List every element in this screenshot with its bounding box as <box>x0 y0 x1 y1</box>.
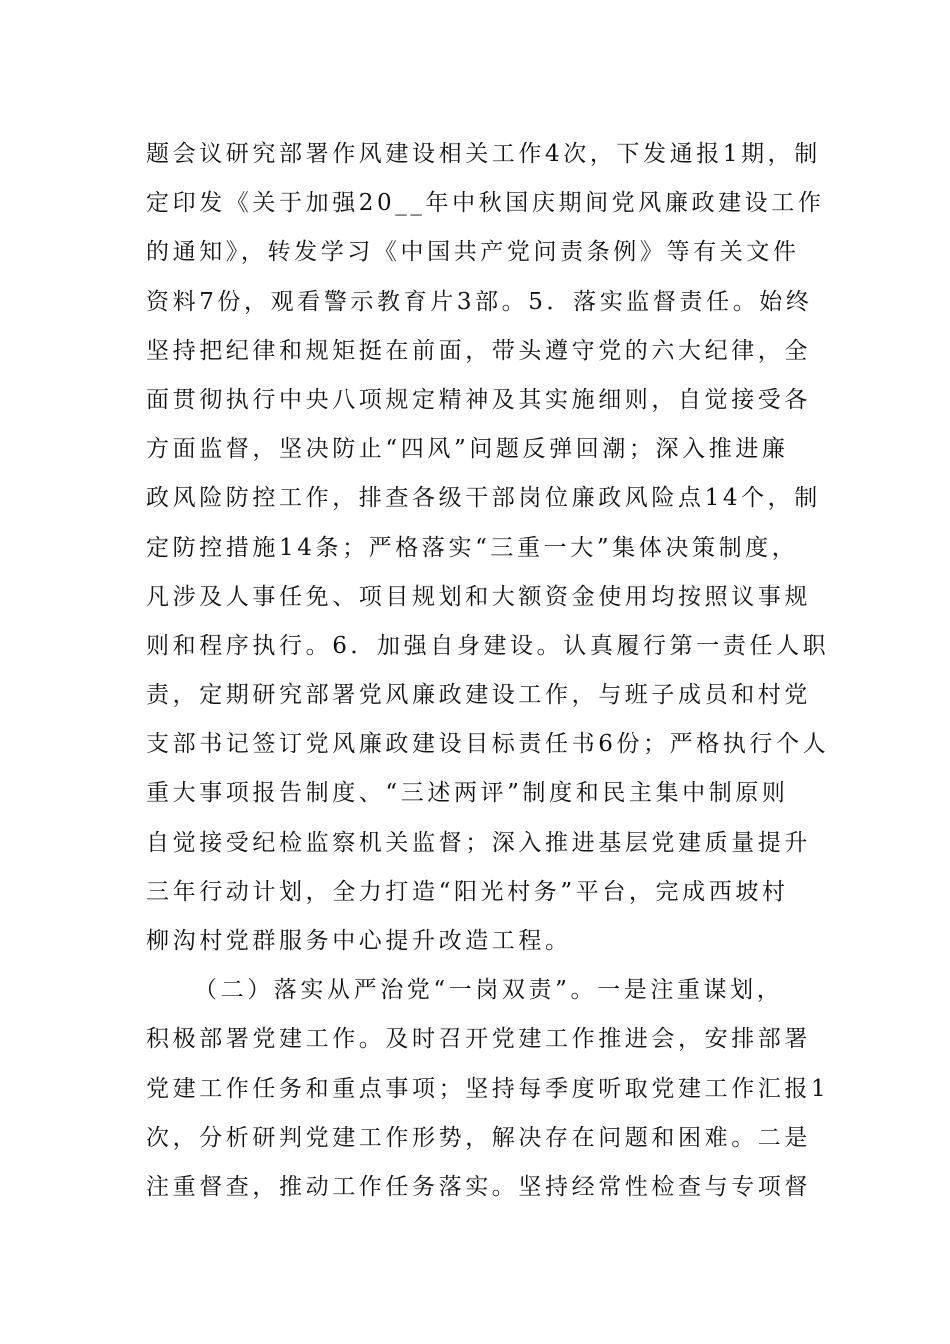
text-line: 面贯彻执行中央八项规定精神及其实施细则，自觉接受各 <box>146 386 811 413</box>
text-line: 方面监督，坚决防止“四风”问题反弹回潮；深入推进廉 <box>146 436 789 463</box>
text-line: 坚持把纪律和规矩挺在前面，带头遵守党的六大纪律，全 <box>146 337 811 364</box>
text-line: 次，分析研判党建工作形势，解决存在问题和困难。二是 <box>146 1124 811 1151</box>
text-line: 柳沟村党群服务中心提升改造工程。 <box>146 928 572 954</box>
text-line: 重大事项报告制度、“三述两评”制度和民主集中制原则 <box>146 780 789 807</box>
text-line: 定防控措施14条；严格落实“三重一大”集体决策制度， <box>146 534 799 561</box>
text-line: 积极部署党建工作。及时召开党建工作推进会，安排部署 <box>146 1026 811 1053</box>
text-line: 支部书记签订党风廉政建设目标责任书6份；严格执行个人 <box>146 731 830 758</box>
text-line: 题会议研究部署作风建设相关工作4次，下发通报1期，制 <box>146 141 821 167</box>
text-line: 则和程序执行。6．加强自身建设。认真履行第一责任人职 <box>146 632 830 659</box>
text-line: 政风险防控工作，排查各级干部岗位廉政风险点14个，制 <box>146 485 821 512</box>
text-line: 责，定期研究部署党风廉政建设工作，与班子成员和村党 <box>146 682 811 709</box>
text-line: 三年行动计划，全力打造“阳光村务”平台，完成西坡村 <box>146 878 789 905</box>
text-line: 自觉接受纪检监察机关监督；深入推进基层党建质量提升 <box>146 829 811 856</box>
text-line: 定印发《关于加强20__年中秋国庆期间党风廉政建设工作 <box>146 190 825 217</box>
paragraph-start-line: （二）落实从严治党“一岗双责”。一是注重谋划， <box>194 977 784 1004</box>
text-line: 注重督查，推动工作任务落实。坚持经常性检查与专项督 <box>146 1173 811 1200</box>
text-line: 资料7份，观看警示教育片3部。5．落实监督责任。始终 <box>146 288 813 315</box>
body-text <box>146 130 830 1212</box>
text-line: 党建工作任务和重点事项；坚持每季度听取党建工作汇报1 <box>146 1075 830 1102</box>
text-line: 凡涉及人事任免、项目规划和大额资金使用均按照议事规 <box>146 583 811 610</box>
text-line: 的通知》，转发学习《中国共产党问责条例》等有关文件 <box>146 239 800 266</box>
